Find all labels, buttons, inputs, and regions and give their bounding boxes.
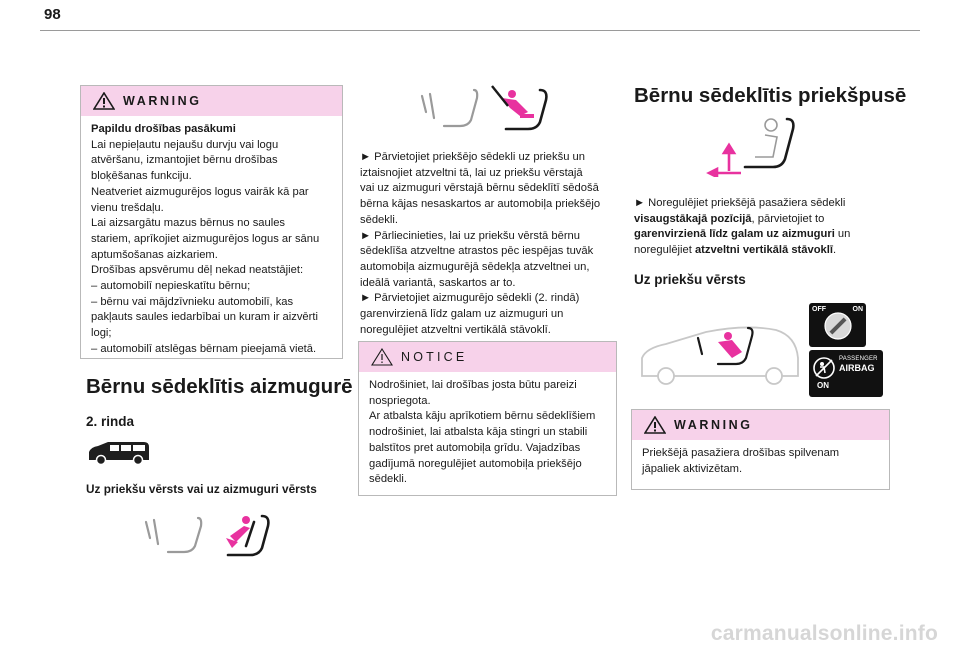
front-instruction-bold: visaugstākajā pozīcijā: [634, 212, 752, 225]
top-divider: [40, 30, 920, 31]
front-instruction-line: [634, 243, 894, 259]
warning-line: – automobilī atslēgas bērnam pieejamā vietā.: [91, 342, 317, 355]
warning-line: stariem, aprīkojiet aizmugurējos logus ar sānu: [91, 232, 320, 245]
front-instruction: [634, 196, 894, 259]
notice-line: Ar atbalsta kāju aprīkotiem bērnu sēdeklīšiem: [369, 410, 596, 423]
notice-line: nospriegota.: [369, 394, 431, 407]
warning-line: logi;: [91, 327, 112, 340]
switch-off-label: OFF: [812, 306, 826, 313]
front-instruction-line: [634, 212, 894, 228]
watermark: carmanualsonline.info: [710, 622, 938, 645]
rear-seats-child-seat-icon: [140, 512, 276, 558]
warning-body: [81, 116, 342, 366]
notice-box: [358, 341, 617, 496]
warning-line: atvēršanu, izmantojiet bērnu drošības: [91, 154, 278, 167]
instruction-line: automobiļa aizmugurējā sēdekļa atzveltnei un,: [360, 260, 590, 273]
section-title-front: Bērnu sēdeklītis priekšpusē: [634, 84, 907, 107]
instruction-line: vai uz aizmuguri vērstajā bērnu sēdeklītī sēdošā: [360, 182, 599, 195]
notice-line: Nodrošiniet, lai drošības josta būtu pareizi: [369, 379, 577, 391]
warning-body-right: [632, 440, 889, 485]
notice-triangle-icon: [371, 348, 393, 366]
warning-line: vienu trešdaļu.: [91, 201, 164, 214]
warning-line: Lai aizsargātu mazus bērnus no saules: [91, 217, 286, 230]
instruction-line: garenvirzienā līdz galam uz aizmuguri un: [360, 308, 564, 321]
front-instruction-bold: garenvirzienā līdz galam uz aizmuguri: [634, 228, 835, 241]
airbag-switch-icon: [809, 303, 866, 347]
warning-line: Lai nepieļautu nejaušu durvju vai logu: [91, 138, 279, 151]
warning-box-right: [631, 409, 890, 490]
instruction-line: ► Pārliecinieties, lai uz priekšu vērstā bērnu: [360, 229, 581, 242]
notice-body: [359, 372, 616, 496]
notice-line: sēdekli.: [369, 473, 407, 486]
subheading-forward-facing: Uz priekšu vērsts: [634, 272, 746, 287]
notice-line: gadījumā noregulējiet automobiļa priekšējo: [369, 457, 582, 470]
warning-line: pakļauts saules iedarbībai un kuram ir aizvērti: [91, 311, 318, 324]
front-instruction-text: , pārvietojiet to: [751, 212, 825, 225]
instruction-line: iztaisnojiet atzveltni tā, lai uz priekšu vērstajā: [360, 166, 583, 179]
front-seat-child-seat-icon: [416, 84, 552, 132]
warning-right-line: Priekšējā pasažiera drošības spilvenam: [642, 447, 840, 459]
instruction-line: noregulējiet atzveltni vertikālā stāvoklī.: [360, 323, 551, 336]
warning-line: – automobilī nepieskatītu bērnu;: [91, 280, 251, 293]
front-instruction-text: .: [833, 244, 837, 257]
notice-header: [359, 342, 616, 372]
warning-box-left: [80, 85, 343, 359]
airbag-label-on: ON: [817, 381, 829, 390]
front-instruction-text: un: [834, 228, 851, 241]
warning-line: Drošības apsvērumu dēļ nekad neatstājiet:: [91, 264, 304, 277]
notice-line: balstītos pret automobiļa grīdu. Vajadzības: [369, 441, 581, 454]
front-instruction-line: [634, 227, 894, 243]
warning-line: – bērnu vai mājdzīvnieku automobilī, kas: [91, 295, 294, 308]
car-child-seat-icon: [636, 318, 804, 390]
airbag-label-line2: AIRBAG: [839, 363, 875, 373]
switch-knob-icon: [823, 311, 853, 341]
warning-right-line: jāpaliek aktivizētam.: [642, 462, 743, 475]
middle-instructions: [360, 150, 620, 338]
instruction-line: sēdeklīša atzveltne atrastos pēc iespējas tuvāk: [360, 245, 594, 258]
instruction-line: bērna kājas nesaskartos ar automobiļa priekšējo: [360, 198, 601, 211]
warning-header-right: [632, 410, 889, 440]
van-icon: [86, 440, 152, 466]
warning-header: [81, 86, 342, 116]
instruction-line: ► Pārvietojiet priekšējo sēdekli uz priekšu un: [360, 151, 585, 163]
warning-heading: Papildu drošības pasākumi: [91, 123, 236, 135]
instruction-line: ► Pārvietojiet aizmugurējo sēdekli (2. rindā): [360, 292, 580, 305]
notice-line: nodrošiniet, lai atbalsta kāja stingri un stabili: [369, 426, 588, 439]
warning-triangle-icon: [93, 92, 115, 110]
warning-line: aptumšošanas aizkariem.: [91, 248, 218, 261]
passenger-airbag-indicator: [809, 350, 883, 397]
page-number: 98: [44, 6, 61, 23]
warning-line: Neatveriet aizmugurējos logus vairāk kā par: [91, 185, 309, 198]
row-title: 2. rinda: [86, 414, 135, 429]
warning-title: WARNING: [123, 94, 202, 108]
instruction-line: sēdekli.: [360, 213, 398, 226]
warning-line: bloķēšanas funkciju.: [91, 170, 192, 183]
front-instruction-bold: atzveltni vertikālā stāvoklī: [694, 244, 833, 257]
airbag-off-symbol-icon: [812, 356, 836, 380]
direction-label: Uz priekšu vērsts vai uz aizmuguri vērsts: [86, 482, 317, 496]
section-title-rear: Bērnu sēdeklītis aizmugurē: [86, 375, 353, 398]
warning-title-right: WARNING: [674, 418, 753, 432]
airbag-label-line1: PASSENGER: [839, 356, 878, 362]
seat-adjust-icon: [705, 115, 805, 177]
instruction-line: ideālā variantā, saskartos ar to.: [360, 276, 516, 289]
warning-triangle-icon: [644, 416, 666, 434]
front-instruction-line: ► Noregulējiet priekšējā pasažiera sēdekli: [634, 197, 846, 209]
switch-on-label: ON: [852, 306, 863, 313]
front-instruction-text: noregulējiet: [634, 244, 695, 257]
notice-title: NOTICE: [401, 350, 468, 364]
